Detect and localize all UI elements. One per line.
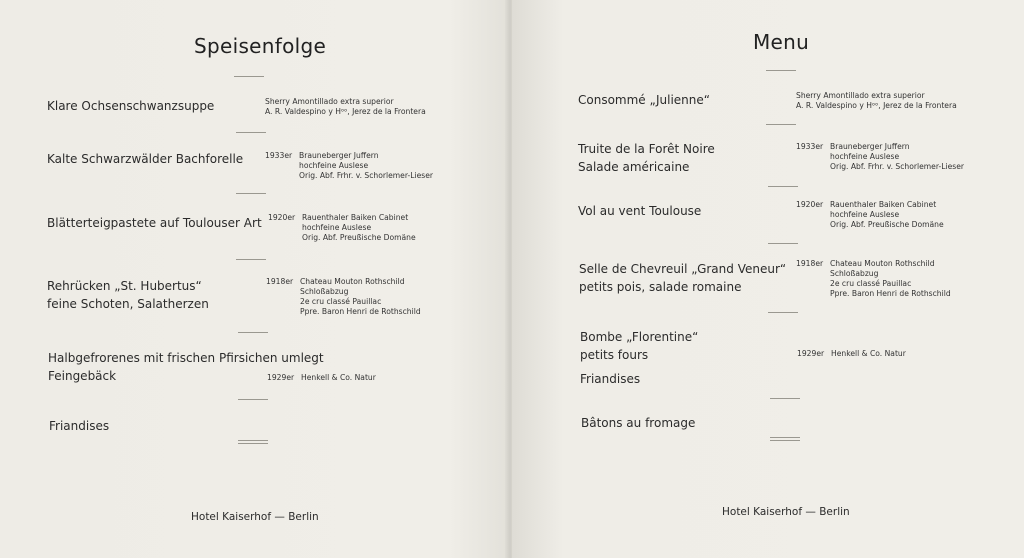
left-course-5: Halbgefrorenes mit frischen Pfirsichen umlegt Feingebäck [48, 351, 324, 383]
right-wine-3: 1920er Rauenthaler Baiken Cabinet hochfeine Auslese Orig. Abf. Preußische Domäne [796, 200, 944, 229]
right-course-2: Truite de la Forêt Noire Salade américaine [578, 142, 715, 174]
right-wine-5: 1929er Henkell & Co. Natur [797, 349, 906, 358]
right-page [512, 0, 1024, 558]
divider [236, 132, 266, 133]
divider [766, 70, 796, 71]
left-course-2: Kalte Schwarzwälder Bachforelle [47, 152, 244, 166]
left-course-1: Klare Ochsenschwanzsuppe [47, 99, 215, 113]
left-wine-1: Sherry Amontillado extra superior A. R. Valdespino y Hᵒᵒ, Jerez de la Frontera [265, 97, 426, 116]
left-footer: Hotel Kaiserhof — Berlin [191, 511, 319, 523]
left-course-3: Blätterteigpastete auf Toulouser Art [47, 216, 262, 230]
left-course-4: Rehrücken „St. Hubertus“ feine Schoten, Salatherzen [47, 279, 209, 311]
divider [238, 399, 268, 400]
double-divider [238, 440, 268, 444]
left-page-title: Speisenfolge [194, 34, 327, 58]
divider [768, 312, 798, 313]
right-course-4: Selle de Chevreuil „Grand Veneur“ petits pois, salade romaine [579, 262, 787, 294]
right-wine-4: 1918er Chateau Mouton Rothschild Schloßabzug 2e cru classé Pauillac Ppre. Baron Henri de Rothschild [796, 259, 951, 298]
divider [768, 243, 798, 244]
double-divider [770, 437, 800, 441]
right-course-5: Bombe „Florentine“ petits fours [580, 330, 699, 362]
divider [770, 398, 800, 399]
left-wine-5: 1929er Henkell & Co. Natur [267, 373, 376, 382]
right-course-1: Consommé „Julienne“ [578, 93, 710, 107]
right-wine-2: 1933er Brauneberger Juffern hochfeine Auslese Orig. Abf. Frhr. v. Schorlemer-Lieser [796, 142, 964, 171]
right-footer: Hotel Kaiserhof — Berlin [722, 506, 850, 518]
divider [236, 259, 266, 260]
divider [236, 193, 266, 194]
left-page [0, 0, 510, 558]
left-wine-4: 1918er Chateau Mouton Rothschild Schloßabzug 2e cru classé Pauillac Ppre. Baron Henri de Rothschild [266, 277, 421, 316]
right-course-7: Bâtons au fromage [581, 416, 696, 430]
divider [238, 332, 268, 333]
divider [768, 186, 798, 187]
right-page-title: Menu [753, 30, 810, 54]
right-course-3: Vol au vent Toulouse [578, 204, 702, 218]
left-course-6: Friandises [49, 419, 110, 433]
right-course-6: Friandises [580, 372, 641, 386]
left-wine-3: 1920er Rauenthaler Baiken Cabinet hochfeine Auslese Orig. Abf. Preußische Domäne [268, 213, 416, 242]
divider [234, 76, 264, 77]
left-wine-2: 1933er Brauneberger Juffern hochfeine Auslese Orig. Abf. Frhr. v. Schorlemer-Lieser [265, 151, 433, 180]
divider [766, 124, 796, 125]
right-wine-1: Sherry Amontillado extra superior A. R. Valdespino y Hᵒᵒ, Jerez de la Frontera [796, 91, 957, 110]
